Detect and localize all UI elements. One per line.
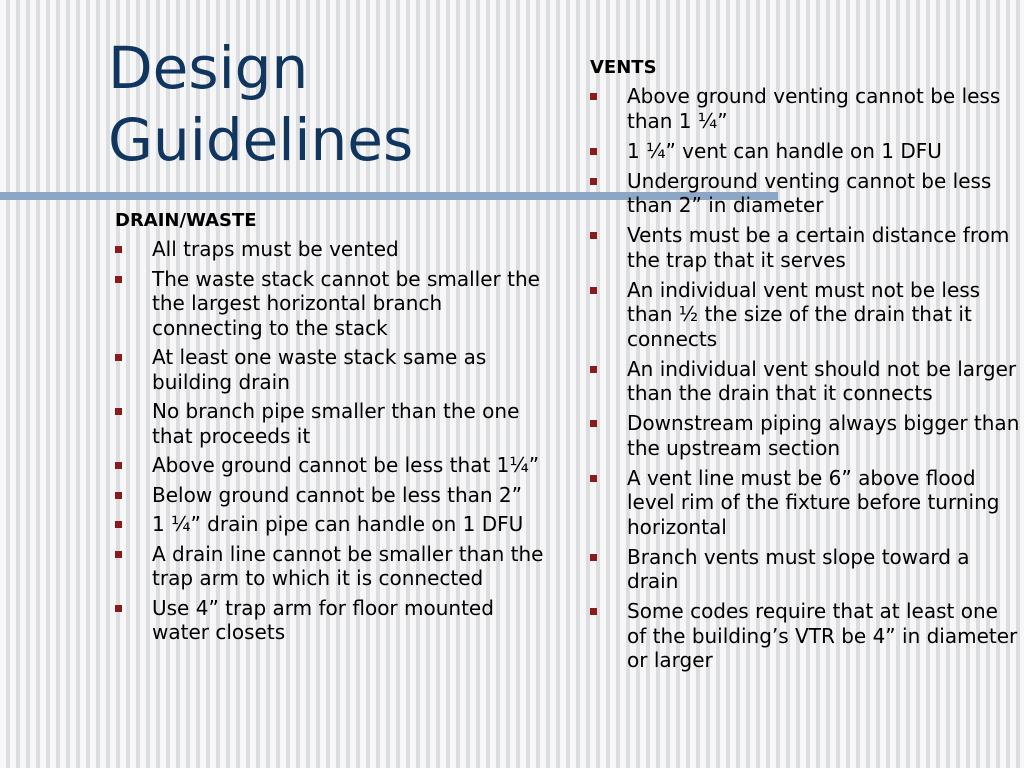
list-item-text: Underground venting cannot be less than 2” in diameter: [627, 168, 992, 217]
list-item: [115, 267, 555, 341]
list-item: [590, 599, 1020, 673]
list-item: [590, 223, 1020, 272]
list-item: [115, 345, 555, 394]
square-bullet-icon: [590, 420, 597, 427]
list-item-text: An individual vent should not be larger than the drain that it connects: [627, 356, 1017, 405]
vents-heading: VENTS: [590, 57, 657, 78]
list-item: [590, 278, 1020, 352]
slide-title: [108, 32, 413, 176]
vents-section: [590, 56, 1020, 678]
list-item-text: A drain line cannot be smaller than the trap arm to which it is connected: [152, 541, 544, 590]
list-item-text: Branch vents must slope toward a drain: [627, 544, 970, 593]
list-item: [115, 453, 555, 478]
list-item: [590, 139, 1020, 164]
list-item-text: Above ground cannot be less that 1¼”: [152, 453, 540, 477]
square-bullet-icon: [590, 475, 597, 482]
square-bullet-icon: [115, 246, 122, 253]
vents-list: [590, 84, 1020, 673]
list-item-text: At least one waste stack same as building drain: [152, 345, 487, 394]
list-item-text: Below ground cannot be less than 2”: [152, 482, 522, 507]
list-item: [590, 545, 1020, 594]
square-bullet-icon: [590, 148, 597, 155]
square-bullet-icon: [115, 462, 122, 469]
square-bullet-icon: [590, 178, 597, 185]
list-item-text: 1 ¼” vent can handle on 1 DFU: [627, 138, 942, 163]
list-item: [590, 169, 1020, 218]
list-item-text: Use 4” trap arm for floor mounted water closets: [152, 595, 494, 644]
list-item: [115, 237, 555, 262]
list-item-text: All traps must be vented: [152, 237, 399, 261]
drain-waste-heading: DRAIN/WASTE: [115, 210, 257, 231]
list-item: [590, 466, 1020, 540]
square-bullet-icon: [590, 287, 597, 294]
slide-title-line-1: Design: [108, 34, 309, 102]
list-item-text: Above ground venting cannot be less than 1 ¼”: [627, 84, 1001, 133]
drain-waste-section: [115, 209, 555, 650]
square-bullet-icon: [590, 366, 597, 373]
slide-title-line-2: Guidelines: [108, 106, 414, 174]
list-item: [115, 483, 555, 508]
list-item-text: Some codes require that at least one of the building’s VTR be 4” in diameter or larger: [627, 599, 1018, 672]
list-item: [590, 84, 1020, 133]
square-bullet-icon: [590, 232, 597, 239]
square-bullet-icon: [115, 408, 122, 415]
list-item-text: An individual vent must not be less than ½ the size of the drain that it connects: [627, 277, 981, 351]
square-bullet-icon: [590, 554, 597, 561]
list-item-text: The waste stack cannot be smaller the the largest horizontal branch connecting to the stack: [152, 266, 540, 340]
drain-waste-list: [115, 237, 555, 645]
square-bullet-icon: [590, 608, 597, 615]
list-item: [115, 512, 555, 537]
list-item: [590, 411, 1020, 460]
list-item-text: Downstream piping always bigger than the upstream section: [627, 411, 1020, 460]
square-bullet-icon: [115, 276, 122, 283]
list-item-text: No branch pipe smaller than the one that proceeds it: [152, 399, 520, 448]
square-bullet-icon: [115, 605, 122, 612]
list-item-text: 1 ¼” drain pipe can handle on 1 DFU: [152, 512, 524, 536]
square-bullet-icon: [115, 551, 122, 558]
list-item: [590, 357, 1020, 406]
square-bullet-icon: [115, 354, 122, 361]
list-item-text: A vent line must be 6” above flood level rim of the fixture before turning horizontal: [627, 465, 1000, 539]
square-bullet-icon: [590, 93, 597, 100]
list-item: [115, 542, 555, 591]
list-item: [115, 399, 555, 448]
square-bullet-icon: [115, 521, 122, 528]
list-item: [115, 596, 555, 645]
list-item-text: Vents must be a certain distance from the trap that it serves: [627, 223, 1010, 272]
square-bullet-icon: [115, 492, 122, 499]
